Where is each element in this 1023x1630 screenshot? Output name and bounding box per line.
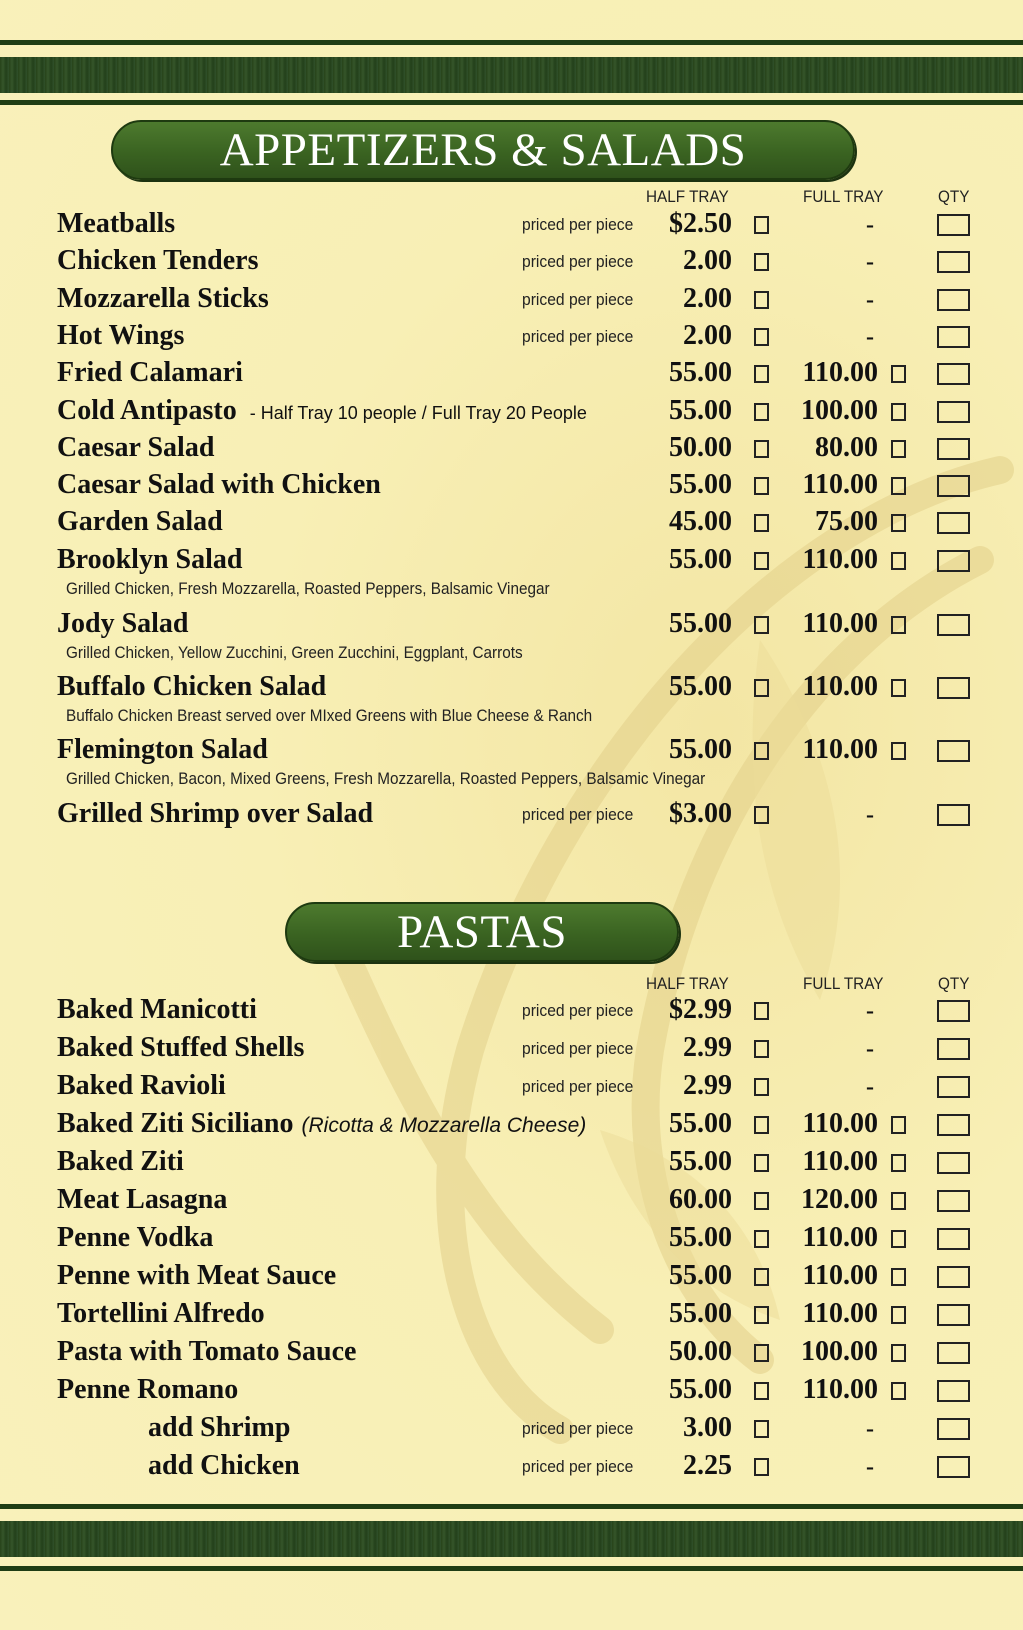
full-tray-unavailable: - (866, 998, 874, 1024)
qty-box[interactable] (937, 512, 970, 534)
half-tray-checkbox[interactable] (754, 806, 769, 824)
full-tray-unavailable: - (866, 249, 874, 275)
menu-item-name (57, 731, 268, 769)
half-tray-checkbox[interactable] (754, 253, 769, 271)
half-tray-checkbox[interactable] (754, 365, 769, 383)
menu-item-row (0, 354, 1023, 392)
half-tray-checkbox[interactable] (754, 1040, 769, 1058)
full-tray-checkbox[interactable] (891, 1382, 906, 1400)
qty-box[interactable] (937, 1266, 970, 1288)
menu-item-name-text: Tortellini Alfredo (57, 1298, 265, 1329)
menu-item-name-text: Brooklyn Salad (57, 544, 243, 575)
qty-box[interactable] (937, 614, 970, 636)
qty-box[interactable] (937, 740, 970, 762)
menu-item-name (57, 795, 373, 833)
half-tray-price: $2.50 (669, 208, 732, 239)
menu-item-row (0, 1409, 1023, 1447)
priced-per-piece-label: priced per piece (522, 252, 634, 271)
half-tray-checkbox[interactable] (754, 1382, 769, 1400)
half-tray-checkbox[interactable] (754, 1268, 769, 1286)
bottom-decorative-band (0, 1504, 1023, 1584)
menu-item-name (57, 1105, 586, 1145)
menu-item-name-text: Jody Salad (57, 608, 189, 639)
menu-item-name (57, 503, 223, 541)
menu-item-row (0, 668, 1023, 706)
qty-box[interactable] (937, 1304, 970, 1326)
full-tray-checkbox[interactable] (891, 403, 906, 421)
full-tray-unavailable: - (866, 1416, 874, 1442)
menu-item-row (0, 503, 1023, 541)
menu-item-name (57, 317, 184, 355)
menu-item-row (0, 1067, 1023, 1105)
full-tray-price: 80.00 (815, 432, 878, 463)
half-tray-price: 55.00 (669, 395, 732, 426)
menu-item-row (0, 731, 1023, 769)
full-tray-checkbox[interactable] (891, 679, 906, 697)
half-tray-header: HALF TRAY (646, 974, 729, 993)
half-tray-checkbox[interactable] (754, 742, 769, 760)
menu-item-name-text: Caesar Salad (57, 432, 215, 463)
menu-item-name (57, 1295, 265, 1333)
menu-item-row (0, 1143, 1023, 1181)
menu-item-name-text: Pasta with Tomato Sauce (57, 1336, 357, 1367)
qty-box[interactable] (937, 1152, 970, 1174)
priced-per-piece-label: priced per piece (522, 1077, 634, 1096)
menu-item-name (57, 1257, 336, 1295)
full-tray-price: 110.00 (802, 1222, 878, 1253)
menu-item-row (0, 466, 1023, 504)
menu-item-description: Grilled Chicken, Yellow Zucchini, Green Zucchini, Eggplant, Carrots (66, 643, 523, 662)
full-tray-checkbox[interactable] (891, 742, 906, 760)
menu-item-name-text: add Chicken (148, 1450, 300, 1481)
menu-item-row (0, 1333, 1023, 1371)
priced-per-piece-label: priced per piece (522, 805, 634, 824)
menu-item-name (57, 991, 257, 1029)
qty-box[interactable] (937, 1076, 970, 1098)
qty-box[interactable] (937, 1418, 970, 1440)
half-tray-checkbox[interactable] (754, 616, 769, 634)
menu-item-name-text: Mozzarella Sticks (57, 283, 269, 314)
qty-box[interactable] (937, 1038, 970, 1060)
menu-item-name (57, 1181, 227, 1219)
full-tray-price: 110.00 (802, 544, 878, 575)
priced-per-piece-label: priced per piece (522, 1419, 634, 1438)
half-tray-price: 2.25 (683, 1450, 732, 1481)
full-tray-checkbox[interactable] (891, 1230, 906, 1248)
full-tray-checkbox[interactable] (891, 440, 906, 458)
qty-box[interactable] (937, 289, 970, 311)
menu-item-row (0, 1447, 1023, 1485)
priced-per-piece-label: priced per piece (522, 290, 634, 309)
menu-item-row (0, 1181, 1023, 1219)
full-tray-price: 110.00 (802, 1108, 878, 1139)
full-tray-checkbox[interactable] (891, 1116, 906, 1134)
full-tray-checkbox[interactable] (891, 514, 906, 532)
half-tray-checkbox[interactable] (754, 440, 769, 458)
full-tray-checkbox[interactable] (891, 477, 906, 495)
half-tray-price: 60.00 (669, 1184, 732, 1215)
menu-item-name (148, 1447, 300, 1485)
menu-item-name-text: Penne Vodka (57, 1222, 214, 1253)
qty-box[interactable] (937, 401, 970, 423)
full-tray-price: 75.00 (815, 506, 878, 537)
qty-box[interactable] (937, 1380, 970, 1402)
menu-item-name-text: Buffalo Chicken Salad (57, 671, 327, 702)
menu-item-row (0, 392, 1023, 430)
menu-item-row (0, 1257, 1023, 1295)
full-tray-unavailable: - (866, 802, 874, 828)
full-tray-header: FULL TRAY (803, 187, 884, 206)
qty-header: QTY (938, 974, 970, 993)
menu-item-row (0, 242, 1023, 280)
half-tray-price: 2.00 (683, 245, 732, 276)
menu-item-name (57, 354, 243, 392)
menu-item-name-text: Penne Romano (57, 1374, 239, 1405)
full-tray-price: 110.00 (802, 357, 878, 388)
half-tray-price: $3.00 (669, 798, 732, 829)
menu-item-name (148, 1409, 290, 1447)
menu-item-name-text: Meatballs (57, 208, 176, 239)
menu-item-row (0, 605, 1023, 643)
menu-item-row (0, 991, 1023, 1029)
menu-item-row (0, 541, 1023, 579)
qty-box[interactable] (937, 1342, 970, 1364)
qty-box[interactable] (937, 475, 970, 497)
menu-item-name (57, 1029, 304, 1067)
half-tray-price: 2.00 (683, 283, 732, 314)
menu-item-name (57, 392, 587, 432)
half-tray-price: 55.00 (669, 469, 732, 500)
priced-per-piece-label: priced per piece (522, 327, 634, 346)
full-tray-checkbox[interactable] (891, 552, 906, 570)
menu-item-name-text: Fried Calamari (57, 357, 243, 388)
half-tray-price: 2.00 (683, 320, 732, 351)
menu-item-name (57, 541, 242, 579)
menu-item-row (0, 317, 1023, 355)
half-tray-checkbox[interactable] (754, 403, 769, 421)
half-tray-checkbox[interactable] (754, 1192, 769, 1210)
menu-item-name (57, 205, 175, 243)
full-tray-price: 120.00 (801, 1184, 878, 1215)
menu-item-name-text: Garden Salad (57, 506, 223, 537)
menu-item-row (0, 280, 1023, 318)
qty-box[interactable] (937, 363, 970, 385)
half-tray-price: 55.00 (669, 1374, 732, 1405)
full-tray-price: 110.00 (802, 1298, 878, 1329)
menu-item-description: Grilled Chicken, Fresh Mozzarella, Roasted Peppers, Balsamic Vinegar (66, 579, 550, 598)
full-tray-header: FULL TRAY (803, 974, 884, 993)
menu-item-name-text: Baked Ziti Siciliano (57, 1108, 294, 1139)
qty-box[interactable] (937, 1114, 970, 1136)
menu-item-name (57, 280, 269, 318)
half-tray-price: 55.00 (669, 357, 732, 388)
full-tray-price: 110.00 (802, 734, 878, 765)
menu-item-name-text: Meat Lasagna (57, 1184, 228, 1215)
half-tray-price: 2.99 (683, 1070, 732, 1101)
full-tray-checkbox[interactable] (891, 1154, 906, 1172)
half-tray-checkbox[interactable] (754, 552, 769, 570)
menu-item-name (57, 1143, 184, 1181)
menu-item-row (0, 795, 1023, 833)
priced-per-piece-label: priced per piece (522, 1457, 634, 1476)
full-tray-checkbox[interactable] (891, 1192, 906, 1210)
menu-item-name (57, 668, 326, 706)
full-tray-price: 110.00 (802, 1146, 878, 1177)
menu-item-name (57, 466, 381, 504)
half-tray-price: 45.00 (669, 506, 732, 537)
half-tray-price: 55.00 (669, 608, 732, 639)
menu-item-row (0, 429, 1023, 467)
full-tray-checkbox[interactable] (891, 365, 906, 383)
menu-item-row (0, 1371, 1023, 1409)
half-tray-checkbox[interactable] (754, 1344, 769, 1362)
full-tray-unavailable: - (866, 1074, 874, 1100)
qty-box[interactable] (937, 1456, 970, 1478)
half-tray-price: 55.00 (669, 671, 732, 702)
menu-item-name-text: Baked Ziti (57, 1146, 184, 1177)
half-tray-checkbox[interactable] (754, 1002, 769, 1020)
full-tray-checkbox[interactable] (891, 1268, 906, 1286)
qty-box[interactable] (937, 804, 970, 826)
menu-item-name (57, 1067, 226, 1105)
menu-item-note: (Ricotta & Mozzarella Cheese) (301, 1114, 587, 1137)
half-tray-price: 50.00 (669, 1336, 732, 1367)
half-tray-checkbox[interactable] (754, 216, 769, 234)
half-tray-checkbox[interactable] (754, 1420, 769, 1438)
half-tray-checkbox[interactable] (754, 1078, 769, 1096)
half-tray-price: 3.00 (683, 1412, 732, 1443)
half-tray-price: $2.99 (669, 994, 732, 1025)
menu-item-name-text: Cold Antipasto (57, 395, 237, 426)
full-tray-checkbox[interactable] (891, 1306, 906, 1324)
menu-item-note: - Half Tray 10 people / Full Tray 20 People (244, 403, 587, 423)
half-tray-checkbox[interactable] (754, 514, 769, 532)
menu-item-row (0, 1029, 1023, 1067)
menu-item-name (57, 242, 259, 280)
full-tray-checkbox[interactable] (891, 1344, 906, 1362)
menu-item-name-text: Caesar Salad with Chicken (57, 469, 381, 500)
half-tray-checkbox[interactable] (754, 1116, 769, 1134)
qty-box[interactable] (937, 251, 970, 273)
qty-box[interactable] (937, 677, 970, 699)
full-tray-unavailable: - (866, 212, 874, 238)
half-tray-price: 55.00 (669, 734, 732, 765)
priced-per-piece-label: priced per piece (522, 1039, 634, 1058)
half-tray-checkbox[interactable] (754, 1306, 769, 1324)
full-tray-price: 100.00 (801, 1336, 878, 1367)
menu-item-name-text: Flemington Salad (57, 734, 268, 765)
menu-item-name-text: Chicken Tenders (57, 245, 259, 276)
menu-item-row (0, 205, 1023, 243)
half-tray-price: 55.00 (669, 544, 732, 575)
priced-per-piece-label: priced per piece (522, 215, 634, 234)
full-tray-unavailable: - (866, 1454, 874, 1480)
menu-item-name-text: Hot Wings (57, 320, 185, 351)
half-tray-checkbox[interactable] (754, 1154, 769, 1172)
full-tray-unavailable: - (866, 1036, 874, 1062)
half-tray-checkbox[interactable] (754, 477, 769, 495)
half-tray-price: 50.00 (669, 432, 732, 463)
qty-box[interactable] (937, 326, 970, 348)
full-tray-price: 100.00 (801, 395, 878, 426)
menu-item-name (57, 1371, 238, 1409)
qty-box[interactable] (937, 438, 970, 460)
menu-item-description: Buffalo Chicken Breast served over MIxed Greens with Blue Cheese & Ranch (66, 706, 593, 725)
half-tray-checkbox[interactable] (754, 679, 769, 697)
menu-item-name-text: Penne with Meat Sauce (57, 1260, 337, 1291)
priced-per-piece-label: priced per piece (522, 1001, 634, 1020)
appetizers-section-title: APPETIZERS & SALADS (111, 120, 855, 180)
qty-header: QTY (938, 187, 970, 206)
half-tray-price: 2.99 (683, 1032, 732, 1063)
full-tray-price: 110.00 (802, 671, 878, 702)
menu-item-name (57, 1219, 213, 1257)
qty-box[interactable] (937, 214, 970, 236)
menu-item-row (0, 1219, 1023, 1257)
menu-item-name-text: Baked Manicotti (57, 994, 257, 1025)
half-tray-checkbox[interactable] (754, 291, 769, 309)
half-tray-price: 55.00 (669, 1108, 732, 1139)
menu-item-name-text: Baked Stuffed Shells (57, 1032, 305, 1063)
half-tray-price: 55.00 (669, 1146, 732, 1177)
full-tray-checkbox[interactable] (891, 616, 906, 634)
menu-item-name (57, 1333, 356, 1371)
menu-item-name (57, 429, 214, 467)
full-tray-price: 110.00 (802, 469, 878, 500)
half-tray-checkbox[interactable] (754, 328, 769, 346)
half-tray-checkbox[interactable] (754, 1458, 769, 1476)
full-tray-unavailable: - (866, 324, 874, 350)
half-tray-price: 55.00 (669, 1222, 732, 1253)
half-tray-header: HALF TRAY (646, 187, 729, 206)
full-tray-price: 110.00 (802, 1260, 878, 1291)
menu-item-description: Grilled Chicken, Bacon, Mixed Greens, Fresh Mozzarella, Roasted Peppers, Balsamic Vinegar (66, 769, 706, 788)
menu-item-name (57, 605, 189, 643)
half-tray-price: 55.00 (669, 1260, 732, 1291)
full-tray-price: 110.00 (802, 608, 878, 639)
menu-item-name-text: Baked Ravioli (57, 1070, 226, 1101)
menu-item-name-text: Grilled Shrimp over Salad (57, 798, 374, 829)
menu-item-name-text: add Shrimp (148, 1412, 291, 1443)
half-tray-checkbox[interactable] (754, 1230, 769, 1248)
pastas-section-title: PASTAS (285, 902, 679, 962)
menu-item-row (0, 1295, 1023, 1333)
qty-box[interactable] (937, 1190, 970, 1212)
top-decorative-band (0, 40, 1023, 106)
full-tray-price: 110.00 (802, 1374, 878, 1405)
qty-box[interactable] (937, 1228, 970, 1250)
qty-box[interactable] (937, 550, 970, 572)
menu-item-row (0, 1105, 1023, 1143)
full-tray-unavailable: - (866, 287, 874, 313)
half-tray-price: 55.00 (669, 1298, 732, 1329)
qty-box[interactable] (937, 1000, 970, 1022)
